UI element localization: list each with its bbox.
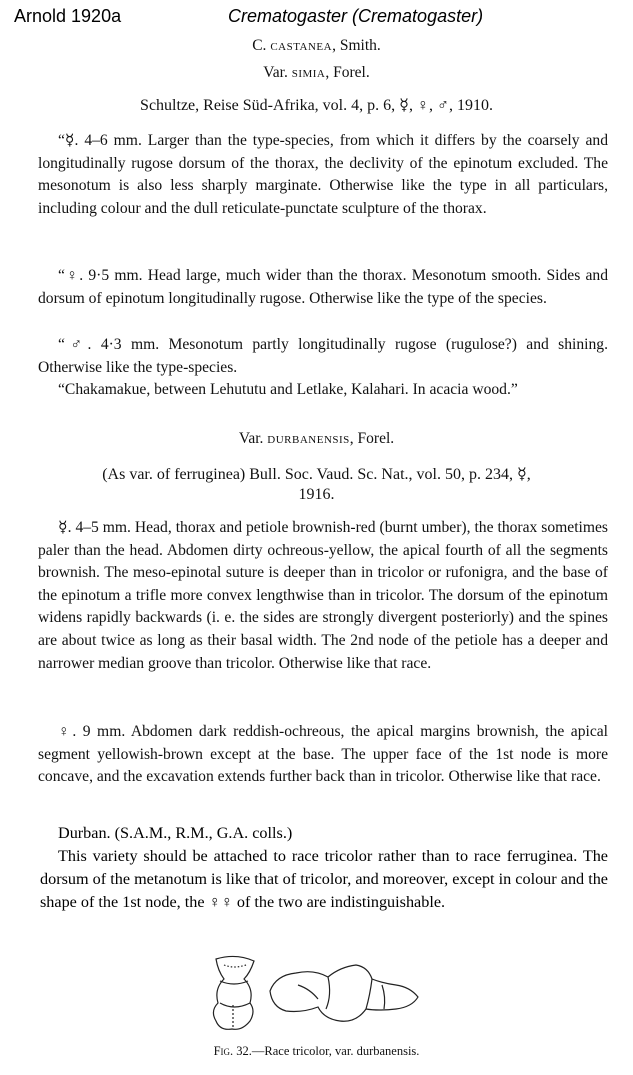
figure-caption	[0, 1044, 633, 1059]
durban-locality: Durban. (S.A.M., R.M., G.A. colls.)	[58, 824, 293, 842]
var1-name: simia	[291, 64, 326, 81]
header-taxon: Crematogaster (Crematogaster)	[228, 6, 484, 26]
ant-petiole-figure	[206, 955, 426, 1037]
species-heading	[0, 37, 633, 55]
figure-caption-text: —Race tricolor, var. durbanensis.	[251, 1044, 420, 1058]
durban-note: This variety should be attached to race tricolor rather than to race ferruginea. The dorsum of the metanotum is like that of tricolor, and moreover, except in colour and the shape of the 1st node, the ♀♀ of the two are indistinguishable.	[40, 847, 608, 912]
species-author: , Smith.	[332, 37, 381, 54]
var2-female-paragraph: ♀. 9 mm. Abdomen dark reddish-ochreous, the apical margins brownish, the apical segment yellowish-brown except at the base. The upper face of the 1st node is more concave, and the excavation extends further back than in tricolor. Otherwise like that race.	[38, 723, 608, 786]
var2-prefix: Var.	[238, 430, 264, 447]
var2-worker-paragraph: ☿. 4–5 mm. Head, thorax and petiole brownish-red (burnt umber), the thorax sometimes paler than the head. Abdomen dirty ochreous-yellow, the apical fourth of all the segments brownish. The meso-epinotal suture is deeper than in tricolor or rufonigra, and the base of the epinotum a trifle more convex lengthwise than in tricolor. The dorsum of the epinotum widens rapidly backwards (i. e. the sides are strongly divergent posteriorly) and the spines are about twice as long as their basal width. The 2nd node of the petiole has a deeper and narrower median groove than tricolor. Otherwise like that race.	[38, 519, 608, 672]
header-citation: Arnold 1920a	[14, 6, 122, 26]
var1-author: , Forel.	[325, 64, 370, 81]
var2-author: , Forel.	[349, 430, 395, 447]
figure-label: Fig. 32.	[213, 1044, 252, 1058]
var1-female-paragraph: “♀. 9·5 mm. Head large, much wider than the thorax. Mesonotum smooth. Sides and dorsum of epinotum longitudinally rugose. Otherwise like the type of the species.	[38, 267, 608, 307]
var1-worker-paragraph: “☿. 4–6 mm. Larger than the type-species, from which it differs by the coarsely and longitudinally rugose dorsum of the thorax, the declivity of the epinotum excluded. The mesonotum is also less sharply marginate. Otherwise like the type in all particulars, including colour and the dull reticulate-punctate sculpture of the thorax.	[38, 132, 608, 217]
species-prefix: C.	[252, 37, 267, 54]
species-name: castanea	[270, 37, 333, 54]
var1-prefix: Var.	[263, 64, 288, 81]
var2-heading	[0, 430, 633, 448]
var2-name: durbanensis	[267, 430, 350, 447]
var1-locality-paragraph: “Chakamakue, between Lehututu and Letlake, Kalahari. In acacia wood.”	[58, 381, 518, 398]
var1-heading	[0, 64, 633, 82]
var2-citation-line1: (As var. of ferruginea) Bull. Soc. Vaud. Sc. Nat., vol. 50, p. 234, ☿,	[102, 466, 531, 483]
var2-citation-line2: 1916.	[298, 486, 335, 503]
var1-male-paragraph: “♂. 4·3 mm. Mesonotum partly longitudinally rugose (rugulose?) and shining. Otherwise like the type-species.	[38, 336, 608, 376]
var1-citation: Schultze, Reise Süd-Afrika, vol. 4, p. 6, ☿, ♀, ♂, 1910.	[140, 97, 493, 114]
